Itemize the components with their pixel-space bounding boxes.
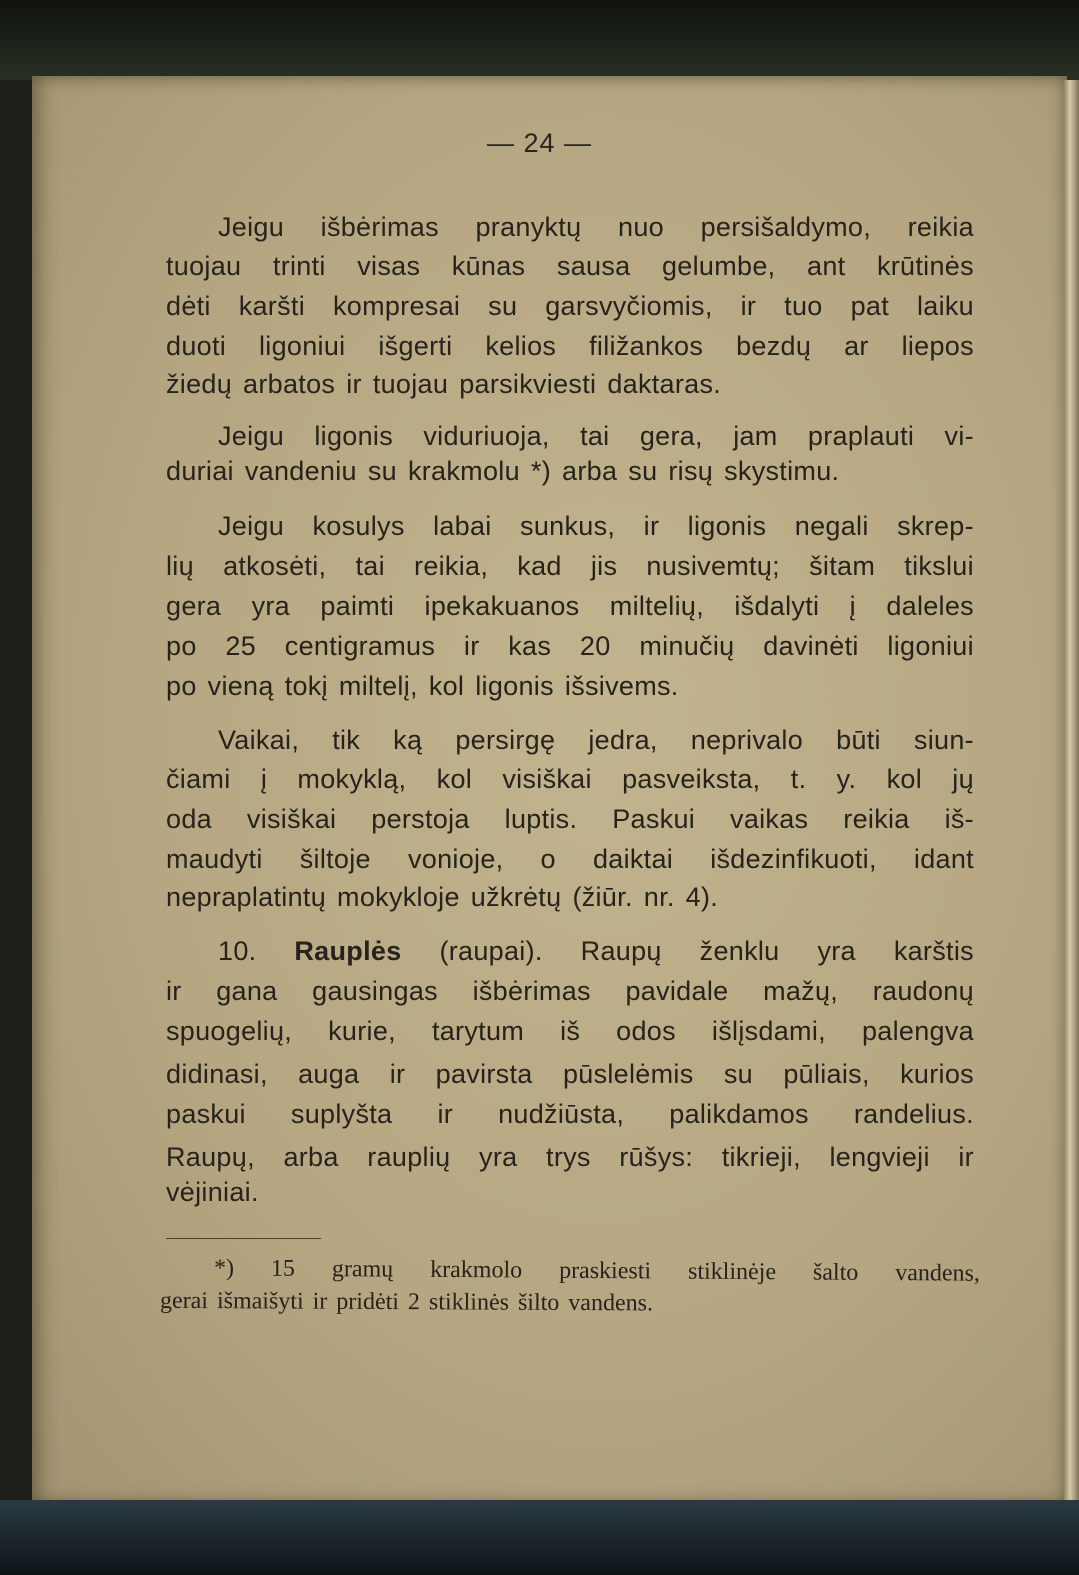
word: ligonis xyxy=(314,421,394,451)
word: iš xyxy=(560,1016,581,1046)
word: auga xyxy=(298,1059,360,1089)
word: į xyxy=(260,764,268,794)
word: yra xyxy=(817,936,856,966)
word: daiktai xyxy=(592,844,674,874)
word: Jeigu xyxy=(218,511,285,541)
word: ir xyxy=(312,1288,328,1315)
word: pasveiksta, xyxy=(622,764,761,794)
word: gera xyxy=(166,591,222,621)
word: perstoja xyxy=(371,804,470,834)
word: su xyxy=(723,1059,753,1089)
word: nr. xyxy=(643,882,675,912)
word: trinti xyxy=(272,251,326,281)
word: stiklinėje xyxy=(687,1258,777,1286)
word: suplyšta xyxy=(290,1099,393,1129)
text-line xyxy=(166,369,974,400)
word: dėti xyxy=(166,291,211,321)
word: skrep- xyxy=(897,511,974,541)
word: daleles xyxy=(886,591,974,621)
word: liepos xyxy=(901,331,974,361)
text-line xyxy=(166,1059,974,1090)
word: tuojau xyxy=(372,369,449,399)
word: išdalyti xyxy=(734,591,820,621)
word: gera, xyxy=(639,421,703,451)
word: ir xyxy=(166,976,182,1006)
word: Raupų xyxy=(580,936,662,966)
word: palikdamos xyxy=(669,1099,809,1129)
word: Raupų, xyxy=(166,1142,255,1172)
footnote-line xyxy=(160,1288,980,1319)
word: kūnas xyxy=(451,251,526,281)
word: vaikas xyxy=(730,804,809,834)
word: gramų xyxy=(331,1256,394,1283)
word: maudyti xyxy=(166,844,263,874)
word: filižankos xyxy=(589,331,704,361)
word: ir xyxy=(389,1059,406,1089)
word: (raupai). xyxy=(439,936,543,966)
text-line xyxy=(166,1177,974,1208)
section-title: Rauplės xyxy=(294,936,402,966)
word: visiškai xyxy=(502,764,592,794)
section-number: 10. xyxy=(218,936,257,966)
word: centigramus xyxy=(284,631,436,661)
text-line xyxy=(166,551,974,582)
word: kol xyxy=(428,671,465,701)
word: gelumbe, xyxy=(661,251,776,281)
book-cover-bottom xyxy=(0,1500,1079,1575)
word: 20 xyxy=(579,631,611,661)
word: šilto xyxy=(517,1289,560,1316)
word: lengvieji xyxy=(829,1142,930,1172)
word: krakmolo xyxy=(430,1256,523,1284)
text-line xyxy=(218,936,974,967)
word: ką xyxy=(393,725,423,755)
word: į xyxy=(849,591,856,621)
word: ir xyxy=(740,291,757,321)
word: reikia xyxy=(843,804,910,834)
word: žiedų xyxy=(166,369,233,399)
footnote-line xyxy=(214,1255,980,1287)
word: paskui xyxy=(166,1099,246,1129)
text-line xyxy=(166,291,974,322)
word: nepraplatintų xyxy=(166,882,327,912)
word: 4). xyxy=(685,882,719,912)
word: praplauti xyxy=(807,421,915,451)
word: randelius. xyxy=(853,1099,974,1129)
word: praskiesti xyxy=(559,1257,652,1285)
text-line xyxy=(166,882,974,913)
word: minučių xyxy=(639,631,735,661)
text-line xyxy=(166,1142,974,1173)
word: spuogelių, xyxy=(166,1016,293,1046)
word: oda xyxy=(166,804,212,834)
text-line xyxy=(166,456,974,487)
word: skystimu. xyxy=(724,456,840,486)
word: gana xyxy=(216,976,278,1006)
word: miltelį, xyxy=(338,671,418,701)
word: laiku xyxy=(916,291,974,321)
word: paimti xyxy=(320,591,395,621)
word: su xyxy=(488,291,518,321)
word: duriai xyxy=(166,456,234,486)
word: bezdų xyxy=(736,331,812,361)
text-line xyxy=(166,804,974,835)
word: negali xyxy=(794,511,869,541)
page-number: — 24 — xyxy=(486,128,593,158)
book-cover-top xyxy=(0,0,1079,80)
word: šiltoje xyxy=(299,844,371,874)
word: odos xyxy=(616,1016,676,1046)
word: kosulys xyxy=(312,511,405,541)
word: tikrieji, xyxy=(721,1142,801,1172)
word: vandeniu xyxy=(244,456,357,486)
word: kelios xyxy=(485,331,557,361)
word: išmaišyti xyxy=(216,1288,304,1315)
word: 2 xyxy=(407,1289,421,1316)
word: gerai xyxy=(159,1287,209,1315)
word: vonioje, xyxy=(407,844,504,874)
word: ipekakuanos xyxy=(424,591,580,621)
word: būti xyxy=(836,725,881,755)
word: (žiūr. xyxy=(572,882,633,912)
word: po xyxy=(166,671,197,701)
word: tuo xyxy=(784,291,823,321)
page-edges xyxy=(1064,80,1079,1500)
text-line xyxy=(166,1016,974,1047)
word: ir xyxy=(643,511,660,541)
word: vėjiniai. xyxy=(166,1177,259,1207)
word: išsivems. xyxy=(564,671,679,701)
word: išgerti xyxy=(378,331,453,361)
word: risų xyxy=(668,456,714,486)
word: garsvyčiomis, xyxy=(545,291,713,321)
text-line xyxy=(166,331,974,362)
word: ir xyxy=(437,1099,454,1129)
word: ant xyxy=(807,251,846,281)
word: vieną xyxy=(207,671,274,701)
word: palengva xyxy=(861,1016,974,1046)
word: *) xyxy=(213,1255,235,1282)
word: ir xyxy=(958,1142,974,1172)
word: ligoniui xyxy=(887,631,974,661)
word: krūtinės xyxy=(876,251,974,281)
word: nudžiūsta, xyxy=(498,1099,625,1129)
word: o xyxy=(540,844,556,874)
text-line xyxy=(218,725,974,756)
word: raudonų xyxy=(872,976,974,1006)
word: užkrėtų xyxy=(470,882,562,912)
word: arba xyxy=(562,456,618,486)
word: idant xyxy=(913,844,974,874)
text-line xyxy=(218,421,974,452)
text-line xyxy=(166,976,974,1007)
word: vandens, xyxy=(895,1260,981,1287)
word: miltelių, xyxy=(609,591,705,621)
word: Jeigu xyxy=(218,212,285,242)
word: davinėti xyxy=(763,631,859,661)
word: visiškai xyxy=(246,804,337,834)
word: ligoniui xyxy=(258,331,346,361)
word: šalto xyxy=(812,1259,859,1286)
word: pūliais, xyxy=(783,1059,870,1089)
word: lių xyxy=(166,551,194,581)
word: kol xyxy=(886,764,922,794)
word: išlįsdami, xyxy=(711,1016,826,1046)
word: atkosėti, xyxy=(223,551,327,581)
word: siun- xyxy=(913,725,974,755)
word: su xyxy=(628,456,658,486)
word: t. xyxy=(790,764,807,794)
word: su xyxy=(367,456,397,486)
word: išbėrimas xyxy=(320,212,439,242)
word: stiklinės xyxy=(428,1289,510,1316)
word: mokyklą, xyxy=(297,764,407,794)
word: mažų, xyxy=(763,976,839,1006)
text-line xyxy=(166,591,974,622)
word: išbėrimas xyxy=(472,976,591,1006)
word: po xyxy=(166,631,197,661)
word: iš- xyxy=(944,804,974,834)
footnote-divider xyxy=(166,1238,321,1239)
word: 15 xyxy=(270,1255,296,1282)
word: daktaras. xyxy=(607,369,722,399)
text-line xyxy=(218,511,974,542)
word: yra xyxy=(251,591,291,621)
word: jedra, xyxy=(588,725,658,755)
word: ir xyxy=(346,369,362,399)
word: y. xyxy=(836,764,857,794)
word: visas xyxy=(357,251,421,281)
word: arba xyxy=(283,1142,339,1172)
text-line xyxy=(166,764,974,795)
text-line xyxy=(166,631,974,662)
word: nusivemtų; xyxy=(646,551,780,581)
word: Paskui xyxy=(612,804,696,834)
text-line xyxy=(218,212,974,243)
word: išdezinfikuoti, xyxy=(710,844,877,874)
word: jų xyxy=(952,764,974,794)
word: kurie, xyxy=(328,1016,396,1046)
word: 25 xyxy=(225,631,257,661)
word: pridėti xyxy=(336,1288,400,1316)
word: karštis xyxy=(893,936,974,966)
word: kol xyxy=(436,764,473,794)
word: kad xyxy=(517,551,562,581)
word: jam xyxy=(733,421,778,451)
word: kurios xyxy=(900,1059,974,1089)
word: rūšys: xyxy=(619,1142,694,1172)
word: labai xyxy=(433,511,492,541)
word: duoti xyxy=(166,331,227,361)
word: tuojau xyxy=(166,251,242,281)
word: krakmolu xyxy=(407,456,520,486)
word: luptis. xyxy=(504,804,578,834)
word: pūslelėmis xyxy=(562,1059,694,1089)
word: pat xyxy=(850,291,889,321)
word: vi- xyxy=(944,421,974,451)
word: tik xyxy=(332,725,361,755)
word: pranyktų xyxy=(475,212,582,242)
word: reikia, xyxy=(414,551,489,581)
word: rauplių xyxy=(367,1142,451,1172)
text-line xyxy=(166,1099,974,1130)
word: kompresai xyxy=(332,291,461,321)
word: viduriuoja, xyxy=(423,421,550,451)
word: ligonis xyxy=(687,511,767,541)
word: yra xyxy=(479,1142,518,1172)
word: didinasi, xyxy=(166,1059,268,1089)
word: neprivalo xyxy=(690,725,804,755)
word: parsikviesti xyxy=(459,369,597,399)
word: *) xyxy=(530,456,552,486)
word: persirgę xyxy=(455,725,556,755)
text-line xyxy=(166,671,974,702)
word: trys xyxy=(546,1142,591,1172)
word: pavidale xyxy=(625,976,729,1006)
text-line xyxy=(166,844,974,875)
word: tai xyxy=(580,421,610,451)
word: ar xyxy=(844,331,869,361)
word: tokį xyxy=(284,671,328,701)
word: reikia xyxy=(907,212,974,242)
word: čiami xyxy=(166,764,231,794)
word: persišaldymo, xyxy=(700,212,872,242)
word: vandens. xyxy=(568,1289,654,1317)
word: pavirsta xyxy=(435,1059,533,1089)
text-line xyxy=(166,251,974,282)
word: ir xyxy=(463,631,480,661)
word: ligonis xyxy=(475,671,554,701)
word: tai xyxy=(355,551,385,581)
word: sunkus, xyxy=(520,511,616,541)
word: Vaikai, xyxy=(218,725,300,755)
word: Jeigu xyxy=(218,421,285,451)
word: mokykloje xyxy=(337,882,460,912)
word: ženklu xyxy=(699,936,780,966)
word: arbatos xyxy=(243,369,336,399)
word: karšti xyxy=(238,291,305,321)
word: tikslui xyxy=(904,551,974,581)
word: šitam xyxy=(809,551,876,581)
word: sausa xyxy=(556,251,631,281)
word: kas xyxy=(508,631,552,661)
word: tarytum xyxy=(431,1016,525,1046)
word: jis xyxy=(590,551,618,581)
word: nuo xyxy=(618,212,664,242)
word: gausingas xyxy=(312,976,438,1006)
